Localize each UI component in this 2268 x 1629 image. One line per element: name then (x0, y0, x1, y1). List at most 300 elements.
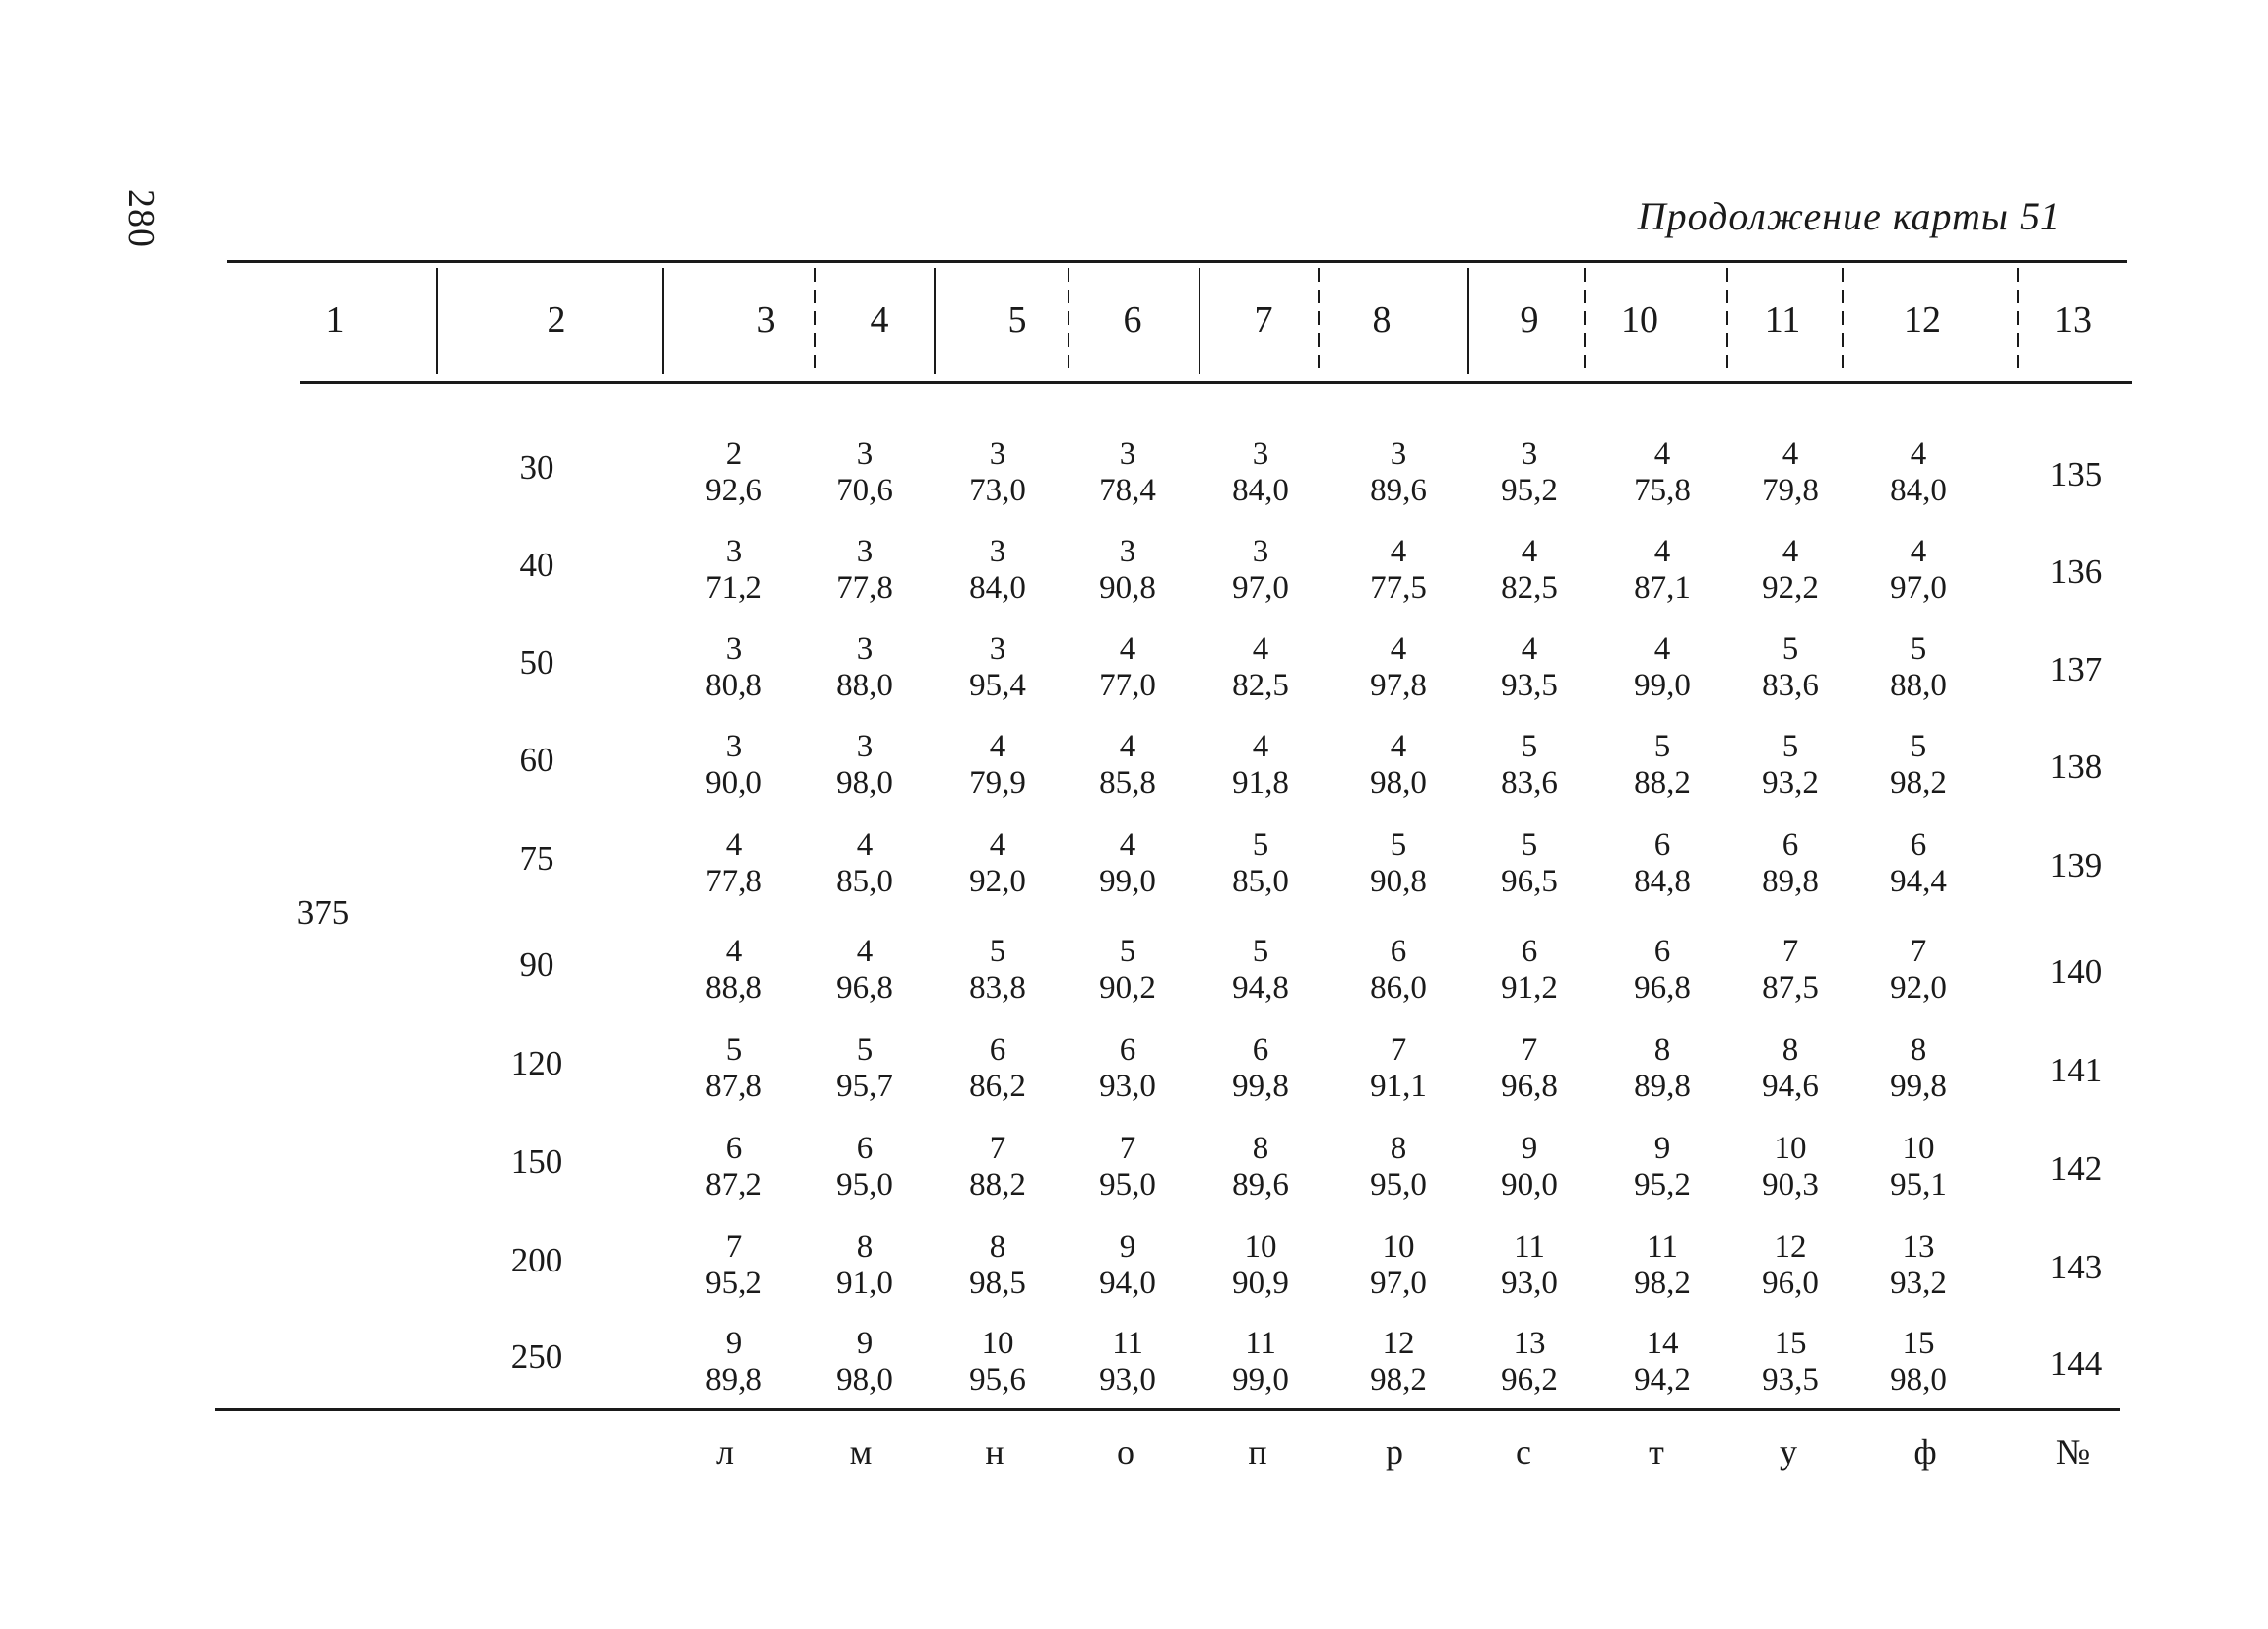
cell-value: 98,0 (836, 1362, 893, 1398)
cell-value: 85,0 (836, 864, 893, 899)
column-header: 9 (1520, 299, 1539, 341)
cell-value: 96,0 (1762, 1266, 1819, 1301)
cell-count: 3 (856, 436, 874, 472)
cell-value: 86,0 (1370, 970, 1427, 1006)
table-cell (1634, 534, 1691, 607)
cell-count: 6 (1653, 934, 1671, 969)
column-rule (1318, 268, 1320, 374)
table-cell (1634, 631, 1691, 704)
cell-value: 70,6 (836, 473, 893, 508)
cell-value: 94,2 (1634, 1362, 1691, 1398)
table-cell (705, 1326, 762, 1399)
table-cell (969, 1032, 1026, 1105)
cell-count: 8 (1782, 1032, 1799, 1068)
cell-value: 92,0 (969, 864, 1026, 899)
cell-value: 88,8 (705, 970, 762, 1006)
cell-value: 90,0 (1501, 1167, 1558, 1203)
row-number: 141 (2049, 1051, 2103, 1089)
cell-value: 90,9 (1232, 1266, 1289, 1301)
table-cell (1501, 1032, 1558, 1105)
cell-count: 10 (1244, 1229, 1277, 1265)
cell-count: 5 (1782, 729, 1799, 764)
cell-value: 96,5 (1501, 864, 1558, 899)
cell-count: 4 (989, 827, 1006, 863)
column-header: 4 (870, 299, 889, 341)
column-rule (1199, 268, 1200, 374)
table-cell (969, 1131, 1026, 1204)
cell-count: 6 (1521, 934, 1538, 969)
cell-value: 88,2 (969, 1167, 1026, 1203)
table-cell (836, 1032, 893, 1105)
cell-count: 3 (856, 729, 874, 764)
cell-count: 9 (1521, 1131, 1538, 1166)
table-cell (1232, 1032, 1289, 1105)
cell-value: 78,4 (1099, 473, 1156, 508)
cell-count: 11 (1112, 1326, 1143, 1361)
table-cell (1099, 1131, 1156, 1204)
column-header: 13 (2054, 299, 2092, 341)
table-cell (705, 436, 762, 509)
cell-value: 93,5 (1501, 668, 1558, 703)
column-rule (662, 268, 664, 374)
column-rule (436, 268, 438, 374)
column-header: 1 (325, 299, 345, 341)
table-cell (1762, 1131, 1819, 1204)
cell-value: 99,0 (1232, 1362, 1289, 1398)
cell-value: 90,3 (1762, 1167, 1819, 1203)
cell-count: 3 (1252, 436, 1269, 472)
cell-value: 87,5 (1762, 970, 1819, 1006)
column-rule (934, 268, 936, 374)
cell-count: 10 (1382, 1229, 1415, 1265)
cell-count: 11 (1514, 1229, 1545, 1265)
table-cell (1232, 1131, 1289, 1204)
column-header: 7 (1254, 299, 1273, 341)
cell-value: 90,2 (1099, 970, 1156, 1006)
table-cell (1762, 934, 1819, 1007)
cell-value: 82,5 (1501, 570, 1558, 606)
cell-value: 79,9 (969, 765, 1026, 801)
cell-value: 97,0 (1370, 1266, 1427, 1301)
cell-value: 83,6 (1762, 668, 1819, 703)
cell-count: 4 (1782, 436, 1799, 472)
cell-count: 7 (1782, 934, 1799, 969)
cell-value: 92,2 (1762, 570, 1819, 606)
column-rule (1726, 268, 1728, 374)
table-top-rule (227, 260, 2127, 263)
cell-value: 89,8 (1762, 864, 1819, 899)
cell-count: 7 (1119, 1131, 1136, 1166)
column-rule (2017, 268, 2019, 374)
row-number: 135 (2049, 455, 2103, 493)
cell-value: 96,8 (836, 970, 893, 1006)
cell-value: 77,5 (1370, 570, 1427, 606)
table-cell (1099, 436, 1156, 509)
cell-value: 91,1 (1370, 1069, 1427, 1104)
cell-value: 99,0 (1634, 668, 1691, 703)
table-cell (1890, 1032, 1947, 1105)
row-label: 200 (510, 1241, 563, 1279)
cell-value: 84,0 (1232, 473, 1289, 508)
cell-value: 71,2 (705, 570, 762, 606)
cell-value: 93,5 (1762, 1362, 1819, 1398)
cell-count: 4 (1390, 534, 1407, 569)
cell-value: 95,2 (1501, 473, 1558, 508)
cell-value: 92,6 (705, 473, 762, 508)
table-cell (1634, 436, 1691, 509)
column-header: 2 (547, 299, 566, 341)
table-cell (969, 436, 1026, 509)
cell-count: 4 (1119, 827, 1136, 863)
table-cell (1099, 631, 1156, 704)
table-caption: Продолжение карты 51 (1637, 194, 2061, 238)
column-rule (1068, 268, 1069, 374)
column-header: 6 (1123, 299, 1142, 341)
footer-label: № (2055, 1432, 2091, 1471)
cell-count: 5 (1521, 827, 1538, 863)
cell-count: 5 (1910, 729, 1927, 764)
table-cell (836, 934, 893, 1007)
cell-value: 99,8 (1232, 1069, 1289, 1104)
cell-value: 84,0 (969, 570, 1026, 606)
row-number: 139 (2049, 846, 2103, 884)
cell-count: 4 (1910, 436, 1927, 472)
cell-count: 3 (725, 534, 743, 569)
cell-count: 4 (1653, 436, 1671, 472)
cell-value: 93,2 (1890, 1266, 1947, 1301)
table-cell (1370, 1229, 1427, 1302)
cell-value: 93,0 (1501, 1266, 1558, 1301)
footer-label: ф (1913, 1432, 1937, 1471)
cell-value: 77,8 (836, 570, 893, 606)
cell-count: 4 (1653, 631, 1671, 667)
table-cell (1762, 1229, 1819, 1302)
cell-count: 7 (1390, 1032, 1407, 1068)
cell-value: 77,8 (705, 864, 762, 899)
cell-value: 93,0 (1099, 1069, 1156, 1104)
cell-count: 4 (1252, 631, 1269, 667)
table-cell (1370, 436, 1427, 509)
table-cell (1099, 1229, 1156, 1302)
cell-count: 12 (1774, 1229, 1807, 1265)
cell-count: 8 (1653, 1032, 1671, 1068)
cell-count: 6 (989, 1032, 1006, 1068)
cell-value: 97,0 (1890, 570, 1947, 606)
cell-count: 5 (1521, 729, 1538, 764)
table-cell (1099, 827, 1156, 900)
cell-count: 3 (989, 436, 1006, 472)
column-header: 12 (1904, 299, 1941, 341)
table-cell (1890, 729, 1947, 802)
table-cell (1501, 534, 1558, 607)
cell-count: 10 (1902, 1131, 1935, 1166)
table-cell (836, 729, 893, 802)
row-label: 40 (519, 546, 554, 584)
cell-count: 4 (1252, 729, 1269, 764)
table-cell (1370, 534, 1427, 607)
cell-count: 6 (1910, 827, 1927, 863)
cell-value: 99,0 (1099, 864, 1156, 899)
cell-value: 75,8 (1634, 473, 1691, 508)
cell-count: 4 (1653, 534, 1671, 569)
cell-value: 98,2 (1370, 1362, 1427, 1398)
table-cell (1634, 1131, 1691, 1204)
table-cell (836, 1131, 893, 1204)
table-cell (1501, 631, 1558, 704)
cell-count: 6 (1252, 1032, 1269, 1068)
cell-count: 3 (1521, 436, 1538, 472)
cell-count: 5 (1782, 631, 1799, 667)
cell-count: 8 (989, 1229, 1006, 1265)
cell-count: 10 (981, 1326, 1014, 1361)
cell-value: 95,0 (1099, 1167, 1156, 1203)
cell-value: 82,5 (1232, 668, 1289, 703)
cell-value: 97,8 (1370, 668, 1427, 703)
cell-count: 4 (1521, 534, 1538, 569)
cell-value: 89,6 (1370, 473, 1427, 508)
cell-value: 90,8 (1099, 570, 1156, 606)
table-cell (969, 1229, 1026, 1302)
row-label: 50 (519, 643, 554, 682)
table-cell (836, 1229, 893, 1302)
footer-label: с (1516, 1432, 1531, 1471)
cell-value: 84,0 (1890, 473, 1947, 508)
cell-count: 5 (1653, 729, 1671, 764)
table-cell (705, 631, 762, 704)
cell-count: 5 (1252, 934, 1269, 969)
cell-count: 9 (1653, 1131, 1671, 1166)
column-header: 5 (1007, 299, 1027, 341)
cell-value: 83,6 (1501, 765, 1558, 801)
table-cell (836, 1326, 893, 1399)
cell-value: 98,5 (969, 1266, 1026, 1301)
table-cell (1370, 729, 1427, 802)
cell-value: 97,0 (1232, 570, 1289, 606)
column-rule (1842, 268, 1844, 374)
cell-count: 4 (856, 827, 874, 863)
table-cell (1099, 1032, 1156, 1105)
cell-count: 11 (1245, 1326, 1276, 1361)
table-cell (1762, 1032, 1819, 1105)
cell-value: 92,0 (1890, 970, 1947, 1006)
cell-value: 85,8 (1099, 765, 1156, 801)
cell-count: 4 (1390, 631, 1407, 667)
cell-value: 84,8 (1634, 864, 1691, 899)
cell-value: 80,8 (705, 668, 762, 703)
cell-value: 95,2 (1634, 1167, 1691, 1203)
row-number: 144 (2049, 1344, 2103, 1383)
table-cell (836, 534, 893, 607)
cell-count: 5 (856, 1032, 874, 1068)
cell-count: 6 (1119, 1032, 1136, 1068)
cell-count: 7 (725, 1229, 743, 1265)
cell-value: 95,0 (836, 1167, 893, 1203)
cell-value: 95,0 (1370, 1167, 1427, 1203)
cell-value: 88,2 (1634, 765, 1691, 801)
row-label: 250 (510, 1337, 563, 1376)
row-label: 60 (519, 741, 554, 779)
row-label: 150 (510, 1142, 563, 1181)
table-cell (1762, 1326, 1819, 1399)
table-cell (705, 1131, 762, 1204)
table-cell (1890, 827, 1947, 900)
table-cell (705, 534, 762, 607)
table-cell (969, 827, 1026, 900)
table-cell (705, 1229, 762, 1302)
cell-value: 91,8 (1232, 765, 1289, 801)
column-rule (1584, 268, 1586, 374)
table-cell (1232, 934, 1289, 1007)
cell-value: 94,4 (1890, 864, 1947, 899)
table-cell (969, 934, 1026, 1007)
cell-count: 4 (725, 827, 743, 863)
cell-value: 98,2 (1890, 765, 1947, 801)
cell-count: 10 (1774, 1131, 1807, 1166)
cell-count: 7 (1910, 934, 1927, 969)
table-cell (1501, 1326, 1558, 1399)
cell-count: 9 (856, 1326, 874, 1361)
footer-label: п (1248, 1432, 1267, 1471)
table-cell (1099, 1326, 1156, 1399)
cell-count: 3 (989, 534, 1006, 569)
column-header: 8 (1372, 299, 1392, 341)
cell-count: 3 (856, 631, 874, 667)
cell-count: 3 (1119, 436, 1136, 472)
cell-count: 4 (725, 934, 743, 969)
cell-value: 98,0 (1890, 1362, 1947, 1398)
cell-value: 73,0 (969, 473, 1026, 508)
table-cell (705, 934, 762, 1007)
table-cell (969, 1326, 1026, 1399)
table-cell (1890, 1229, 1947, 1302)
cell-value: 89,8 (1634, 1069, 1691, 1104)
column-header: 11 (1764, 299, 1801, 341)
cell-value: 91,2 (1501, 970, 1558, 1006)
table-cell (1890, 534, 1947, 607)
cell-value: 95,4 (969, 668, 1026, 703)
cell-value: 91,0 (836, 1266, 893, 1301)
table-cell (1370, 1032, 1427, 1105)
cell-count: 5 (725, 1032, 743, 1068)
row-number: 143 (2049, 1248, 2103, 1286)
cell-value: 96,8 (1634, 970, 1691, 1006)
cell-count: 5 (989, 934, 1006, 969)
cell-value: 98,0 (836, 765, 893, 801)
cell-value: 93,0 (1099, 1362, 1156, 1398)
cell-count: 4 (1782, 534, 1799, 569)
cell-count: 3 (1119, 534, 1136, 569)
cell-value: 94,0 (1099, 1266, 1156, 1301)
cell-value: 87,2 (705, 1167, 762, 1203)
cell-count: 15 (1902, 1326, 1935, 1361)
cell-value: 77,0 (1099, 668, 1156, 703)
column-rule (814, 268, 816, 374)
cell-count: 11 (1647, 1229, 1678, 1265)
row-number: 138 (2049, 748, 2103, 786)
cell-value: 94,8 (1232, 970, 1289, 1006)
column-header: 3 (756, 299, 776, 341)
table-cell (1232, 1229, 1289, 1302)
footer-label: л (716, 1432, 734, 1471)
table-cell (705, 827, 762, 900)
page-number: 280 (120, 189, 162, 248)
cell-value: 89,6 (1232, 1167, 1289, 1203)
cell-count: 6 (856, 1131, 874, 1166)
cell-count: 6 (1782, 827, 1799, 863)
table-cell (969, 534, 1026, 607)
table-cell (969, 631, 1026, 704)
cell-value: 88,0 (1890, 668, 1947, 703)
table-cell (1501, 1131, 1558, 1204)
header-bottom-rule (300, 381, 2132, 384)
table-cell (1099, 729, 1156, 802)
footer-label: р (1386, 1432, 1403, 1471)
table-cell (1890, 1326, 1947, 1399)
cell-value: 94,6 (1762, 1069, 1819, 1104)
table-cell (1370, 1131, 1427, 1204)
row-label: 90 (519, 945, 554, 984)
table-cell (1762, 631, 1819, 704)
table-cell (1099, 934, 1156, 1007)
cell-count: 2 (725, 436, 743, 472)
cell-count: 5 (1252, 827, 1269, 863)
table-cell (1762, 729, 1819, 802)
row-number: 137 (2049, 650, 2103, 688)
cell-value: 85,0 (1232, 864, 1289, 899)
table-cell (1634, 827, 1691, 900)
cell-count: 7 (989, 1131, 1006, 1166)
table-cell (1634, 1326, 1691, 1399)
cell-value: 79,8 (1762, 473, 1819, 508)
table-cell (1634, 1032, 1691, 1105)
table-cell (1890, 934, 1947, 1007)
cell-count: 5 (1910, 631, 1927, 667)
footer-label: у (1780, 1432, 1797, 1471)
table-cell (1232, 631, 1289, 704)
cell-count: 7 (1521, 1032, 1538, 1068)
table-cell (1232, 436, 1289, 509)
table-cell (1501, 436, 1558, 509)
column-header: 10 (1621, 299, 1658, 341)
row-number: 142 (2049, 1149, 2103, 1188)
table-cell (1634, 729, 1691, 802)
table-cell (836, 436, 893, 509)
cell-count: 4 (1119, 729, 1136, 764)
table-cell (1099, 534, 1156, 607)
cell-count: 3 (1390, 436, 1407, 472)
cell-value: 90,0 (705, 765, 762, 801)
cell-count: 5 (1390, 827, 1407, 863)
table-cell (1634, 1229, 1691, 1302)
cell-value: 86,2 (969, 1069, 1026, 1104)
table-cell (705, 729, 762, 802)
table-cell (1762, 827, 1819, 900)
cell-count: 13 (1513, 1326, 1546, 1361)
cell-count: 12 (1382, 1326, 1415, 1361)
cell-count: 8 (856, 1229, 874, 1265)
cell-count: 3 (725, 631, 743, 667)
cell-count: 9 (725, 1326, 743, 1361)
cell-count: 6 (725, 1131, 743, 1166)
table-cell (1501, 827, 1558, 900)
table-cell (705, 1032, 762, 1105)
row-label: 30 (519, 448, 554, 487)
footer-label: н (985, 1432, 1004, 1471)
cell-value: 95,7 (836, 1069, 893, 1104)
cell-value: 87,1 (1634, 570, 1691, 606)
table-cell (969, 729, 1026, 802)
table-cell (1762, 534, 1819, 607)
